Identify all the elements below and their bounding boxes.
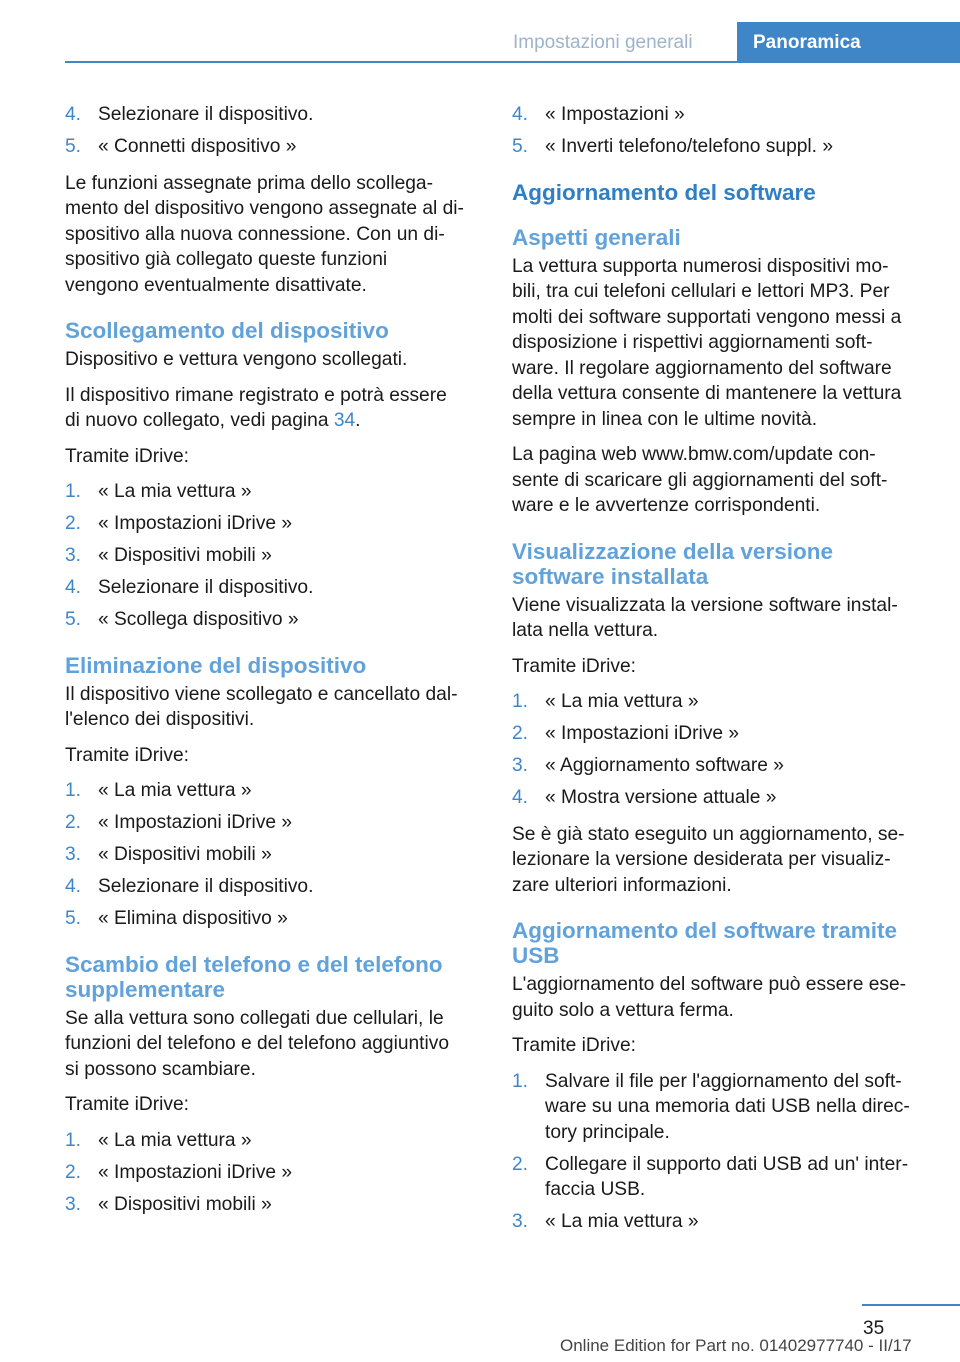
list-item: [65, 1128, 475, 1154]
heading-general: Aspetti generali: [512, 224, 681, 250]
registered-end: .: [355, 410, 361, 431]
list-item: [65, 874, 475, 900]
list-item-text: « Mostra versione attuale »: [545, 787, 777, 808]
list-item-text: « Impostazioni iDrive »: [98, 1161, 293, 1183]
list-item-text: « Dispositivi mobili »: [98, 1193, 272, 1215]
list-item: [512, 1152, 927, 1203]
disconnect-paragraph: Dispositivo e vettura vengono scollegati.: [65, 349, 408, 370]
list-item-number: 3.: [65, 1193, 82, 1215]
idrive-label: Tramite iDrive:: [512, 655, 637, 677]
reassign-paragraph: Le funzioni assegnate prima dello scollega- mento del dispositivo vengono assegnate al di- spositivo alla nuova connessione. Con un di- spositivo già collegato queste funzioni vengono eventualmente disattivate.: [65, 172, 464, 296]
heading-software-update: Aggiornamento del software: [512, 179, 816, 205]
heading-swap: Scambio del telefono e del telefono supplementare: [65, 951, 443, 1002]
page-number: 35: [863, 1318, 885, 1339]
list-item-text: « Impostazioni iDrive »: [98, 812, 293, 833]
idrive-label: Tramite iDrive:: [65, 1094, 190, 1115]
list-item-text: Salvare il file per l'aggiornamento del soft- ware su una memoria dati USB nella direc- tory principale.: [545, 1070, 910, 1143]
list-item-number: 1.: [512, 1070, 529, 1092]
list-item-number: 4.: [65, 104, 82, 125]
list-item: [512, 753, 927, 779]
list-item-number: 2.: [512, 723, 529, 744]
list-item: [65, 1192, 475, 1218]
steps-swap: [65, 1128, 475, 1218]
heading-usb: Aggiornamento del software tramite USB: [512, 918, 898, 968]
list-item-number: 3.: [512, 1211, 529, 1232]
header-tab-overview: Panoramica: [737, 22, 960, 63]
steps-connect: [65, 102, 475, 160]
list-item-number: 1.: [512, 691, 529, 712]
header-section-title: Impostazioni generali: [513, 32, 693, 53]
list-item: [512, 785, 927, 811]
list-item-number: 5.: [65, 136, 82, 157]
page-link[interactable]: 34: [333, 410, 356, 431]
list-item-number: 4.: [65, 876, 82, 897]
list-item-number: 5.: [65, 908, 82, 929]
list-item-text: Selezionare il dispositivo.: [98, 876, 314, 897]
heading-delete: Eliminazione del dispositivo: [65, 652, 367, 678]
left-column: [65, 102, 475, 1228]
list-item: [65, 607, 475, 633]
delete-paragraph: Il dispositivo viene scollegato e cancellato dal- l'elenco dei dispositivi.: [65, 683, 458, 730]
version-paragraph: Viene visualizzata la versione software instal- lata nella vettura.: [512, 594, 898, 641]
list-item-number: 4.: [512, 787, 529, 808]
list-item-text: « Impostazioni iDrive »: [98, 513, 293, 534]
list-item: [65, 906, 475, 932]
list-item: [65, 1160, 475, 1186]
list-item-text: « Scollega dispositivo »: [98, 609, 299, 630]
version-select-paragraph: Se è già stato eseguito un aggiornamento, se- lezionare la versione desiderata per visualiz- zare ulteriori informazioni.: [512, 823, 905, 896]
list-item-text: « Dispositivi mobili »: [98, 844, 272, 865]
list-item-number: 4.: [65, 577, 82, 598]
list-item-text: « Impostazioni »: [545, 104, 685, 125]
list-item-text: Collegare il supporto dati USB ad un' inter- faccia USB.: [545, 1153, 909, 1200]
list-item: [512, 102, 927, 128]
usb-paragraph: L'aggiornamento del software può essere ese- guito solo a vettura ferma.: [512, 974, 907, 1021]
footer-edition: Online Edition for Part no. 01402977740 - II/17: [560, 1336, 912, 1355]
list-item-number: 1.: [65, 780, 82, 801]
list-item-number: 2.: [65, 1161, 82, 1183]
steps-version: [512, 689, 927, 811]
idrive-label: Tramite iDrive:: [65, 744, 190, 766]
list-item-text: « Connetti dispositivo »: [98, 136, 297, 157]
footer-rule: [862, 1304, 960, 1306]
registered-text: Il dispositivo rimane registrato e potrà essere di nuovo collegato, vedi pagina: [65, 384, 447, 431]
list-item: [65, 102, 475, 128]
swap-paragraph: Se alla vettura sono collegati due cellulari, le funzioni del telefono e del telefono aggiuntivo si possono scambiare.: [65, 1007, 450, 1080]
list-item-text: « La mia vettura »: [98, 1129, 252, 1151]
list-item-number: 3.: [65, 545, 82, 566]
list-item: [512, 689, 927, 715]
website-paragraph: La pagina web www.bmw.com/update con- sente di scaricare gli aggiornamenti del soft- ware e le avvertenze corrispondenti.: [512, 444, 888, 516]
list-item-text: Selezionare il dispositivo.: [98, 577, 314, 598]
heading-version: Visualizzazione della versione software installata: [512, 538, 833, 589]
list-item: [65, 479, 475, 505]
list-item-number: 1.: [65, 481, 82, 502]
list-item: [65, 810, 475, 836]
list-item-text: « La mia vettura »: [98, 780, 252, 801]
list-item-number: 3.: [65, 844, 82, 865]
list-item: [65, 511, 475, 537]
list-item-text: « La mia vettura »: [545, 691, 699, 712]
list-item-text: « La mia vettura »: [545, 1211, 699, 1232]
list-item-number: 1.: [65, 1129, 82, 1151]
list-item: [512, 1209, 927, 1235]
list-item-number: 2.: [512, 1153, 529, 1175]
list-item-text: « Elimina dispositivo »: [98, 908, 288, 929]
list-item: [65, 134, 475, 160]
general-paragraph: La vettura supporta numerosi dispositivi mo- bili, tra cui telefoni cellulari e lettori MP3. Per molti dei software supportati vengono messi a disposizione i rispettivi aggiornamenti soft- ware. Il regolare aggiornamento del software della vettura consente di mantenere la vettura sempre in linea con le ultime novità.: [512, 255, 902, 430]
list-item-number: 2.: [65, 513, 82, 534]
list-item: [65, 575, 475, 601]
steps-disconnect: [65, 479, 475, 633]
steps-swap-continued: [512, 102, 927, 160]
list-item-number: 4.: [512, 104, 529, 125]
list-item-text: « Aggiornamento software »: [545, 755, 784, 776]
list-item: [65, 778, 475, 804]
steps-delete: [65, 778, 475, 932]
list-item-text: « Inverti telefono/telefono suppl. »: [545, 136, 834, 157]
list-item-number: 5.: [512, 136, 529, 157]
list-item: [65, 543, 475, 569]
list-item-number: 2.: [65, 812, 82, 833]
idrive-label: Tramite iDrive:: [65, 445, 190, 467]
list-item-text: « La mia vettura »: [98, 481, 252, 502]
idrive-label: Tramite iDrive:: [512, 1035, 637, 1056]
list-item-number: 3.: [512, 755, 529, 776]
list-item: [512, 1069, 927, 1146]
registered-paragraph: [65, 383, 475, 434]
steps-usb: [512, 1069, 927, 1235]
header-rule: [65, 61, 960, 63]
list-item-text: « Dispositivi mobili »: [98, 545, 272, 566]
list-item: [65, 842, 475, 868]
list-item-text: « Impostazioni iDrive »: [545, 723, 740, 744]
list-item: [512, 134, 927, 160]
right-column: [512, 102, 927, 1246]
list-item: [512, 721, 927, 747]
list-item-number: 5.: [65, 609, 82, 630]
heading-disconnect: Scollegamento del dispositivo: [65, 318, 389, 343]
list-item-text: Selezionare il dispositivo.: [98, 104, 314, 125]
